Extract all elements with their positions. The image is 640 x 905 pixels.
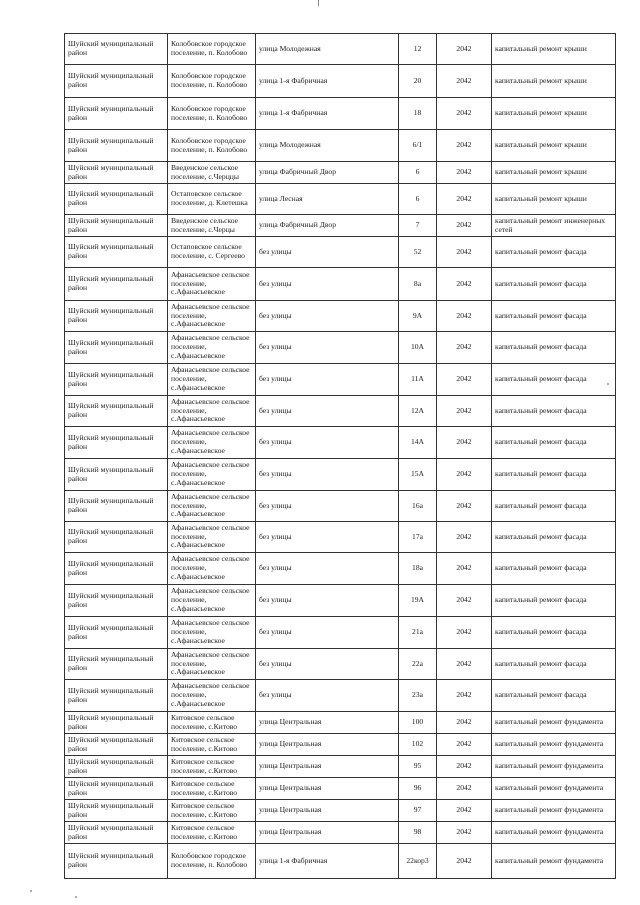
year-cell: 2042 [437, 491, 492, 522]
municipality-cell: Шуйский муниципальный район [65, 822, 168, 844]
work-type-cell: капитальный ремонт инженерных сетей [492, 215, 616, 237]
work-type-cell: капитальный ремонт фасада [492, 522, 616, 553]
table-row [65, 301, 616, 332]
settlement-cell: Афанасьевское сельское поселение, с.Афанасьевское [168, 332, 256, 364]
house-number-cell: 9А [399, 301, 437, 332]
table-row [65, 712, 616, 734]
year-cell: 2042 [437, 184, 492, 215]
street-cell: без улицы [256, 522, 399, 553]
street-cell: без улицы [256, 396, 399, 427]
settlement-cell: Афанасьевское сельское поселение, с.Афанасьевское [168, 364, 256, 396]
year-cell: 2042 [437, 822, 492, 844]
work-type-cell: капитальный ремонт фасада [492, 585, 616, 617]
street-cell: без улицы [256, 427, 399, 459]
street-cell: без улицы [256, 553, 399, 585]
house-number-cell: 18а [399, 553, 437, 585]
year-cell: 2042 [437, 756, 492, 778]
municipality-cell: Шуйский муниципальный район [65, 364, 168, 396]
house-number-cell: 6 [399, 184, 437, 215]
municipality-cell: Шуйский муниципальный район [65, 800, 168, 822]
house-number-cell: 14А [399, 427, 437, 459]
work-type-cell: капитальный ремонт фундамента [492, 734, 616, 756]
work-type-cell: капитальный ремонт фасада [492, 332, 616, 364]
street-cell: без улицы [256, 364, 399, 396]
work-type-cell: капитальный ремонт крыши [492, 34, 616, 65]
work-type-cell: капитальный ремонт крыши [492, 184, 616, 215]
house-number-cell: 23а [399, 680, 437, 712]
table-row [65, 822, 616, 844]
work-type-cell: капитальный ремонт фундамента [492, 756, 616, 778]
settlement-cell: Колобовское городское поселение, п. Колобово [168, 844, 256, 879]
work-type-cell: капитальный ремонт фундамента [492, 778, 616, 800]
work-type-cell: капитальный ремонт фундамента [492, 800, 616, 822]
settlement-cell: Китовское сельское поселение, с.Китово [168, 756, 256, 778]
year-cell: 2042 [437, 553, 492, 585]
house-number-cell: 19А [399, 585, 437, 617]
street-cell: без улицы [256, 649, 399, 680]
house-number-cell: 11А [399, 364, 437, 396]
repair-schedule-table [64, 33, 616, 879]
year-cell: 2042 [437, 332, 492, 364]
year-cell: 2042 [437, 522, 492, 553]
municipality-cell: Шуйский муниципальный район [65, 184, 168, 215]
work-type-cell: капитальный ремонт фасада [492, 301, 616, 332]
table-row [65, 65, 616, 98]
settlement-cell: Афанасьевское сельское поселение, с.Афанасьевское [168, 522, 256, 553]
street-cell: улица Центральная [256, 800, 399, 822]
settlement-cell: Афанасьевское сельское поселение, с.Афанасьевское [168, 680, 256, 712]
municipality-cell: Шуйский муниципальный район [65, 237, 168, 268]
table-body [65, 34, 616, 879]
year-cell: 2042 [437, 778, 492, 800]
street-cell: без улицы [256, 301, 399, 332]
municipality-cell: Шуйский муниципальный район [65, 396, 168, 427]
municipality-cell: Шуйский муниципальный район [65, 712, 168, 734]
municipality-cell: Шуйский муниципальный район [65, 778, 168, 800]
street-cell: без улицы [256, 332, 399, 364]
table-row [65, 491, 616, 522]
settlement-cell: Китовское сельское поселение, с.Китово [168, 800, 256, 822]
settlement-cell: Введенское сельское поселение, с.Черццы [168, 162, 256, 184]
house-number-cell: 22а [399, 649, 437, 680]
table-row [65, 184, 616, 215]
municipality-cell: Шуйский муниципальный район [65, 585, 168, 617]
municipality-cell: Шуйский муниципальный район [65, 617, 168, 649]
work-type-cell: капитальный ремонт фасада [492, 459, 616, 491]
street-cell: улица Молодежная [256, 130, 399, 162]
year-cell: 2042 [437, 585, 492, 617]
year-cell: 2042 [437, 680, 492, 712]
settlement-cell: Афанасьевское сельское поселение, с.Афанасьевское [168, 301, 256, 332]
municipality-cell: Шуйский муниципальный район [65, 65, 168, 98]
year-cell: 2042 [437, 427, 492, 459]
settlement-cell: Афанасьевское сельское поселение, с.Афанасьевское [168, 459, 256, 491]
street-cell: без улицы [256, 237, 399, 268]
table-row [65, 427, 616, 459]
street-cell: без улицы [256, 491, 399, 522]
street-cell: улица Фабричный Двор [256, 215, 399, 237]
house-number-cell: 97 [399, 800, 437, 822]
municipality-cell: Шуйский муниципальный район [65, 649, 168, 680]
municipality-cell: Шуйский муниципальный район [65, 734, 168, 756]
table-row [65, 34, 616, 65]
house-number-cell: 95 [399, 756, 437, 778]
settlement-cell: Остаповское сельское поселение, д. Клетешка [168, 184, 256, 215]
municipality-cell: Шуйский муниципальный район [65, 553, 168, 585]
work-type-cell: капитальный ремонт фасада [492, 268, 616, 301]
street-cell: улица Молодежная [256, 34, 399, 65]
house-number-cell: 10А [399, 332, 437, 364]
year-cell: 2042 [437, 301, 492, 332]
house-number-cell: 100 [399, 712, 437, 734]
year-cell: 2042 [437, 65, 492, 98]
work-type-cell: капитальный ремонт фасада [492, 491, 616, 522]
settlement-cell: Афанасьевское сельское поселение, с.Афанасьевское [168, 491, 256, 522]
scan-mark [318, 0, 319, 6]
work-type-cell: капитальный ремонт фасада [492, 617, 616, 649]
street-cell: улица 1-я Фабричная [256, 98, 399, 130]
street-cell: улица Центральная [256, 822, 399, 844]
settlement-cell: Остаповское сельское поселение, с. Сергеево [168, 237, 256, 268]
year-cell: 2042 [437, 215, 492, 237]
settlement-cell: Афанасьевское сельское поселение, с.Афанасьевское [168, 617, 256, 649]
settlement-cell: Китовское сельское поселение, с.Китово [168, 778, 256, 800]
year-cell: 2042 [437, 617, 492, 649]
table-row [65, 585, 616, 617]
municipality-cell: Шуйский муниципальный район [65, 130, 168, 162]
street-cell: без улицы [256, 680, 399, 712]
settlement-cell: Колобовское городское поселение, п. Колобово [168, 34, 256, 65]
house-number-cell: 8а [399, 268, 437, 301]
house-number-cell: 98 [399, 822, 437, 844]
year-cell: 2042 [437, 237, 492, 268]
municipality-cell: Шуйский муниципальный район [65, 522, 168, 553]
settlement-cell: Колобовское городское поселение, п. Колобово [168, 98, 256, 130]
work-type-cell: капитальный ремонт фасада [492, 364, 616, 396]
table-row [65, 98, 616, 130]
house-number-cell: 15А [399, 459, 437, 491]
municipality-cell: Шуйский муниципальный район [65, 34, 168, 65]
year-cell: 2042 [437, 34, 492, 65]
work-type-cell: капитальный ремонт крыши [492, 162, 616, 184]
municipality-cell: Шуйский муниципальный район [65, 301, 168, 332]
municipality-cell: Шуйский муниципальный район [65, 215, 168, 237]
table-row [65, 268, 616, 301]
work-type-cell: капитальный ремонт фасада [492, 680, 616, 712]
work-type-cell: капитальный ремонт фундамента [492, 822, 616, 844]
street-cell: улица Центральная [256, 712, 399, 734]
house-number-cell: 20 [399, 65, 437, 98]
year-cell: 2042 [437, 459, 492, 491]
municipality-cell: Шуйский муниципальный район [65, 756, 168, 778]
table-row [65, 734, 616, 756]
scan-speck [75, 896, 77, 898]
table-row [65, 649, 616, 680]
year-cell: 2042 [437, 712, 492, 734]
house-number-cell: 18 [399, 98, 437, 130]
house-number-cell: 21а [399, 617, 437, 649]
settlement-cell: Афанасьевское сельское поселение, с.Афанасьевское [168, 427, 256, 459]
street-cell: улица 1-я Фабричная [256, 65, 399, 98]
settlement-cell: Китовское сельское поселение, с.Китово [168, 734, 256, 756]
table-row [65, 522, 616, 553]
table-row [65, 680, 616, 712]
year-cell: 2042 [437, 98, 492, 130]
settlement-cell: Афанасьевское сельское поселение, с.Афанасьевское [168, 585, 256, 617]
table-row [65, 553, 616, 585]
work-type-cell: капитальный ремонт фасада [492, 649, 616, 680]
street-cell: улица Фабричный Двор [256, 162, 399, 184]
settlement-cell: Колобовское городское поселение, п. Колобово [168, 130, 256, 162]
house-number-cell: 6 [399, 162, 437, 184]
municipality-cell: Шуйский муниципальный район [65, 459, 168, 491]
work-type-cell: капитальный ремонт фундамента [492, 844, 616, 879]
table-row [65, 800, 616, 822]
settlement-cell: Афанасьевское сельское поселение, с.Афанасьевское [168, 649, 256, 680]
municipality-cell: Шуйский муниципальный район [65, 268, 168, 301]
street-cell: без улицы [256, 617, 399, 649]
street-cell: улица 1-я Фабричная [256, 844, 399, 879]
street-cell: улица Лесная [256, 184, 399, 215]
settlement-cell: Китовское сельское поселение, с.Китово [168, 712, 256, 734]
table-row [65, 130, 616, 162]
municipality-cell: Шуйский муниципальный район [65, 427, 168, 459]
street-cell: улица Центральная [256, 778, 399, 800]
house-number-cell: 102 [399, 734, 437, 756]
house-number-cell: 16а [399, 491, 437, 522]
year-cell: 2042 [437, 396, 492, 427]
table-row [65, 364, 616, 396]
work-type-cell: капитальный ремонт фасада [492, 553, 616, 585]
house-number-cell: 7 [399, 215, 437, 237]
municipality-cell: Шуйский муниципальный район [65, 491, 168, 522]
house-number-cell: 6/1 [399, 130, 437, 162]
municipality-cell: Шуйский муниципальный район [65, 162, 168, 184]
scan-speck [30, 890, 32, 892]
year-cell: 2042 [437, 800, 492, 822]
settlement-cell: Введенское сельское поселение, с.Черцы [168, 215, 256, 237]
municipality-cell: Шуйский муниципальный район [65, 98, 168, 130]
table-row [65, 844, 616, 879]
table-row [65, 617, 616, 649]
settlement-cell: Афанасьевское сельское поселение, с.Афанасьевское [168, 553, 256, 585]
table-row [65, 237, 616, 268]
house-number-cell: 17а [399, 522, 437, 553]
house-number-cell: 52 [399, 237, 437, 268]
work-type-cell: капитальный ремонт фасада [492, 396, 616, 427]
table-row [65, 778, 616, 800]
house-number-cell: 96 [399, 778, 437, 800]
table-row [65, 162, 616, 184]
work-type-cell: капитальный ремонт крыши [492, 98, 616, 130]
table-row [65, 459, 616, 491]
municipality-cell: Шуйский муниципальный район [65, 844, 168, 879]
house-number-cell: 12А [399, 396, 437, 427]
street-cell: без улицы [256, 585, 399, 617]
settlement-cell: Афанасьевское сельское поселение, с.Афанасьевское [168, 268, 256, 301]
year-cell: 2042 [437, 162, 492, 184]
year-cell: 2042 [437, 364, 492, 396]
work-type-cell: капитальный ремонт крыши [492, 65, 616, 98]
street-cell: улица Центральная [256, 756, 399, 778]
street-cell: улица Центральная [256, 734, 399, 756]
municipality-cell: Шуйский муниципальный район [65, 332, 168, 364]
work-type-cell: капитальный ремонт фундамента [492, 712, 616, 734]
settlement-cell: Колобовское городское поселение, п. Колобово [168, 65, 256, 98]
house-number-cell: 22кор3 [399, 844, 437, 879]
year-cell: 2042 [437, 130, 492, 162]
table-row [65, 332, 616, 364]
year-cell: 2042 [437, 649, 492, 680]
table-row [65, 215, 616, 237]
street-cell: без улицы [256, 268, 399, 301]
work-type-cell: капитальный ремонт крыши [492, 130, 616, 162]
settlement-cell: Китовское сельское поселение, с.Китово [168, 822, 256, 844]
municipality-cell: Шуйский муниципальный район [65, 680, 168, 712]
work-type-cell: капитальный ремонт фасада [492, 427, 616, 459]
street-cell: без улицы [256, 459, 399, 491]
settlement-cell: Афанасьевское сельское поселение, с.Афанасьевское [168, 396, 256, 427]
year-cell: 2042 [437, 844, 492, 879]
table-row [65, 756, 616, 778]
year-cell: 2042 [437, 268, 492, 301]
year-cell: 2042 [437, 734, 492, 756]
house-number-cell: 12 [399, 34, 437, 65]
table-row [65, 396, 616, 427]
work-type-cell: капитальный ремонт фасада [492, 237, 616, 268]
